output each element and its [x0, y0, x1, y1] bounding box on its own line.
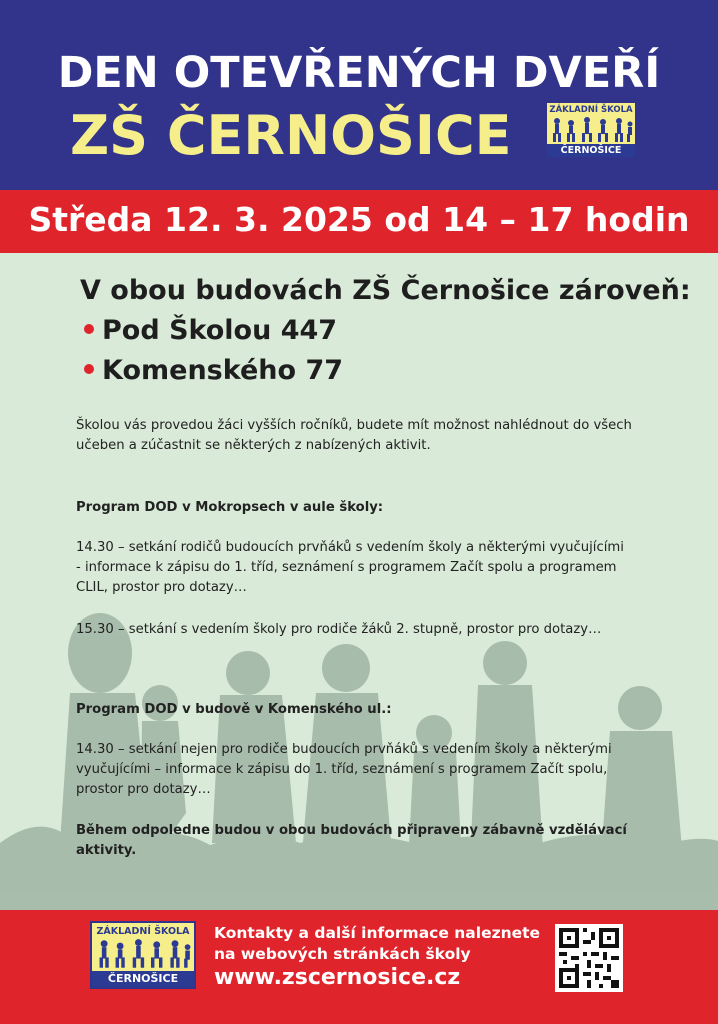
program-line: - informace k zápisu do 1. tříd, seznámení s programem Začít spolu a programem: [76, 560, 617, 575]
contact-line2: na webových stránkách školy: [214, 945, 471, 963]
program1-title: Program DOD v Mokropsech v aule školy:: [76, 500, 384, 515]
main-content: [0, 253, 718, 910]
bullet-dot-icon: [84, 324, 94, 334]
program2-item1: [76, 740, 676, 800]
school-logo-icon: [90, 921, 196, 989]
school-logo-icon: [545, 101, 637, 159]
event-date-time: Středa 12. 3. 2025 od 14 – 17 hodin: [28, 200, 690, 239]
logo-figures-icon: [92, 938, 194, 970]
buildings-heading: V obou budovách ZŠ Černošice zároveň:: [80, 275, 691, 306]
intro-line: učeben a zúčastnit se některých z nabízených aktivit.: [76, 438, 431, 453]
building-address: Komenského 77: [102, 355, 344, 386]
school-name-title: ZŠ ČERNOŠICE: [70, 104, 512, 167]
program-line: 14.30 – setkání nejen pro rodiče budoucích prvňáků s vedením školy a některými: [76, 742, 612, 757]
bullet-dot-icon: [84, 364, 94, 374]
building-item: [84, 315, 337, 346]
contact-line1: Kontakty a další informace naleznete: [214, 924, 541, 942]
program1-item1: [76, 538, 676, 598]
intro-paragraph: [76, 416, 676, 456]
logo-top-text: ZÁKLADNÍ ŠKOLA: [96, 926, 190, 937]
program-line: CLIL, prostor pro dotazy…: [76, 580, 247, 595]
logo-bottom-text: ČERNOŠICE: [547, 144, 635, 157]
program-line: vyučujícími – informace k zápisu do 1. tříd, seznámení s programem Začít spolu,: [76, 762, 608, 777]
qr-code-icon[interactable]: [555, 924, 623, 992]
website-link[interactable]: www.zscernosice.cz: [214, 965, 461, 990]
logo-bottom-text: ČERNOŠICE: [92, 971, 194, 987]
logo-figures-icon: [547, 116, 635, 144]
building-item: [84, 355, 343, 386]
program-line: 14.30 – setkání rodičů budoucích prvňáků s vedením školy a některými vyučujícími: [76, 540, 624, 555]
logo-top-text: ZÁKLADNÍ ŠKOLA: [549, 105, 633, 115]
program1-item2: 15.30 – setkání s vedením školy pro rodiče žáků 2. stupně, prostor pro dotazy…: [76, 622, 602, 637]
header-banner: [0, 0, 718, 190]
event-title: DEN OTEVŘENÝCH DVEŘÍ: [57, 48, 661, 98]
date-bar: [0, 190, 718, 253]
program-line: prostor pro dotazy…: [76, 782, 211, 797]
building-address: Pod Školou 447: [102, 315, 338, 346]
intro-line: Školou vás provedou žáci vyšších ročníků, budete mít možnost nahlédnout do všech: [76, 418, 632, 433]
footer-bar: [0, 910, 718, 1024]
program2-title: Program DOD v budově v Komenského ul.:: [76, 702, 392, 717]
closing-note: Během odpoledne budou v obou budovách připraveny zábavně vzdělávací aktivity.: [76, 823, 627, 858]
